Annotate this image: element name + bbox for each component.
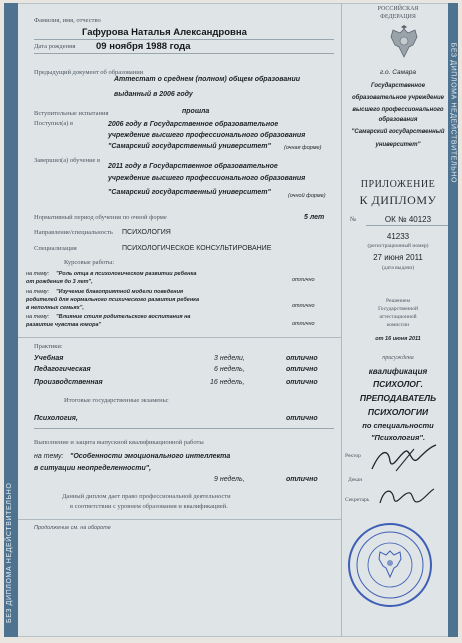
right-side-text: БЕЗ ДИПЛОМА НЕДЕЙСТВИТЕЛЬНО [449,42,456,183]
coursework-2-line-1: "Изучение благоприятной модели поведения [56,289,184,295]
exam-name: Психология, [34,415,78,422]
continued-note: Продолжение см. на обороте [34,525,111,531]
city: г.о. Самара [380,69,416,76]
finished-form: (очной форме) [288,193,326,199]
prev-doc-line-1: Аттестат о среднем (полном) общем образовании [114,76,301,83]
thesis-prefix: на тему: [34,453,64,460]
number-sign: № [350,216,357,223]
coursework-1-prefix: на тему: [26,271,50,277]
secretary-label: Секретарь [345,497,370,503]
dob-underline [34,53,334,54]
practice-divider [18,337,341,338]
finished-line-1: 2011 году в Государственное образовательное [108,163,278,170]
coursework-2-line-2: родителей для нормального психического развития ребенка [26,297,200,303]
coursework-2-grade: отлично [292,303,315,309]
footer-line-1: Данный диплом дает право профессиональной деятельности [62,493,231,500]
thesis-line-1: "Особенности эмоционального интеллекта [70,453,231,460]
diploma-number: ОК № 40123 [384,215,432,224]
rector-label: Ректор [345,453,361,459]
decision-line-4: комиссии [386,322,410,328]
finished-line-3: "Самарский государственный университет" [108,189,271,196]
practice-3-weeks: 16 недель, [210,379,245,386]
awarded-label: присуждена [382,355,414,361]
entrance-value: прошла [182,108,210,115]
issue-date-label: (дата выдачи) [381,265,415,271]
coursework-2-line-3: в неполных семьях", [26,305,84,311]
practice-2-name: Педагогическая [34,366,91,373]
enrolled-form: (очная форме) [284,145,322,151]
practice-label: Практики: [34,343,63,350]
reg-number: 41233 [386,232,410,241]
qualification-line-6: "Психология". [370,433,426,442]
qualification-line-2: ПСИХОЛОГ. [373,379,423,389]
diploma-appendix-page [4,3,458,637]
enrolled-line-3: "Самарский государственный университет" [108,143,271,150]
enrolled-line-1: 2006 году в Государственное образовательное [108,121,279,128]
specialization-label: Специализация [34,245,77,252]
decision-line-1: Решением [386,298,410,304]
name-value: Гафурова Наталья Александровна [82,27,247,38]
country-line-2: ФЕДЕРАЦИЯ [380,14,416,20]
direction-label: Направление/специальность [34,229,113,236]
enrolled-line-2: учреждение высшего профессионального образования [108,132,306,139]
coursework-1-grade: отлично [292,277,315,283]
name-label: Фамилия, имя, отчество [34,17,101,24]
exam-grade: отлично [286,415,318,422]
practice-2-weeks: 6 недель, [214,366,245,373]
exam-underline [34,428,334,429]
institution-line-6: университет" [375,142,421,148]
decision-date: от 16 июня 2011 [375,336,421,342]
name-underline [34,39,334,40]
exams-label: Итоговые государственные экзамены: [64,397,169,404]
rector-signature [366,441,446,481]
thesis-label: Выполнение и защита выпускной квалификационной работы [34,439,204,446]
finished-line-2: учреждение высшего профессионального образования [108,175,306,182]
practice-2-grade: отлично [286,366,318,373]
institution-line-1: Государственное [370,83,426,89]
qualification-line-4: ПСИХОЛОГИИ [367,407,429,417]
coat-of-arms-emblem [387,25,421,61]
coursework-3-grade: отлично [292,321,315,327]
qualification-line-5: по специальности [362,421,434,430]
left-side-text: БЕЗ ДИПЛОМА НЕДЕЙСТВИТЕЛЬНО [6,482,13,623]
qualification-line-1: квалификация [368,367,428,376]
footer-divider [18,519,341,520]
decision-line-3: аттестационной [379,314,417,320]
duration-label: Нормативный период обучения по очной форме [34,214,167,221]
specialization-value: ПСИХОЛОГИЧЕСКОЕ КОНСУЛЬТИРОВАНИЕ [122,245,272,252]
number-underline [366,225,448,226]
footer-line-2: в соответствии с уровнем образования и квалификацией. [70,503,228,510]
prev-doc-line-2: выданный в 2006 году [114,91,193,98]
thesis-line-2: в ситуации неопределенности", [34,465,152,472]
issue-date: 27 июня 2011 [373,253,423,262]
coursework-1-line-1: "Роль отца в психологическом развитии ребенка [56,271,197,277]
practice-3-grade: отлично [286,379,318,386]
institution-line-4: образования [378,117,418,123]
dob-value: 09 ноября 1988 года [96,41,191,52]
coursework-1-line-2: от рождения до 3 лет", [26,279,93,285]
entrance-label: Вступительные испытания [34,110,109,117]
decision-line-2: Государственной [378,306,418,312]
coursework-3-line-1: "Влияние стиля родительского воспитания на [56,314,191,320]
official-seal [346,521,434,609]
coursework-label: Курсовые работы: [64,259,115,266]
duration-value: 5 лет [304,214,325,221]
appendix-title-1: ПРИЛОЖЕНИЕ [360,179,436,190]
coursework-2-prefix: на тему: [26,289,50,295]
practice-1-weeks: 3 недели, [214,355,245,362]
dean-label: Декан [348,477,363,483]
coursework-3-line-2: развитие чувства юмора" [26,322,102,328]
institution-line-2: образовательное учреждение [351,95,444,101]
institution-line-3: высшего профессионального [352,107,444,113]
direction-value: ПСИХОЛОГИЯ [122,229,171,236]
practice-1-name: Учебная [34,355,64,362]
qualification-line-3: ПРЕПОДАВАТЕЛЬ [359,393,437,403]
finished-label: Завершил(а) обучение в [34,157,101,164]
practice-3-name: Производственная [34,379,103,386]
enrolled-label: Поступил(а) в [34,120,74,127]
coursework-3-prefix: на тему: [26,314,50,320]
appendix-title-2: К ДИПЛОМУ [359,193,437,207]
institution-line-5: "Самарский государственный [351,129,445,135]
thesis-weeks: 9 недель, [214,476,245,483]
country-line-1: РОССИЙСКАЯ [377,6,419,12]
thesis-grade: отлично [286,476,318,483]
reg-number-label: (регистрационный номер) [367,243,429,249]
secretary-signature [376,483,436,511]
dob-label: Дата рождения [34,43,76,50]
prev-doc-label: Предыдущий документ об образовании [34,69,144,76]
practice-1-grade: отлично [286,355,318,362]
